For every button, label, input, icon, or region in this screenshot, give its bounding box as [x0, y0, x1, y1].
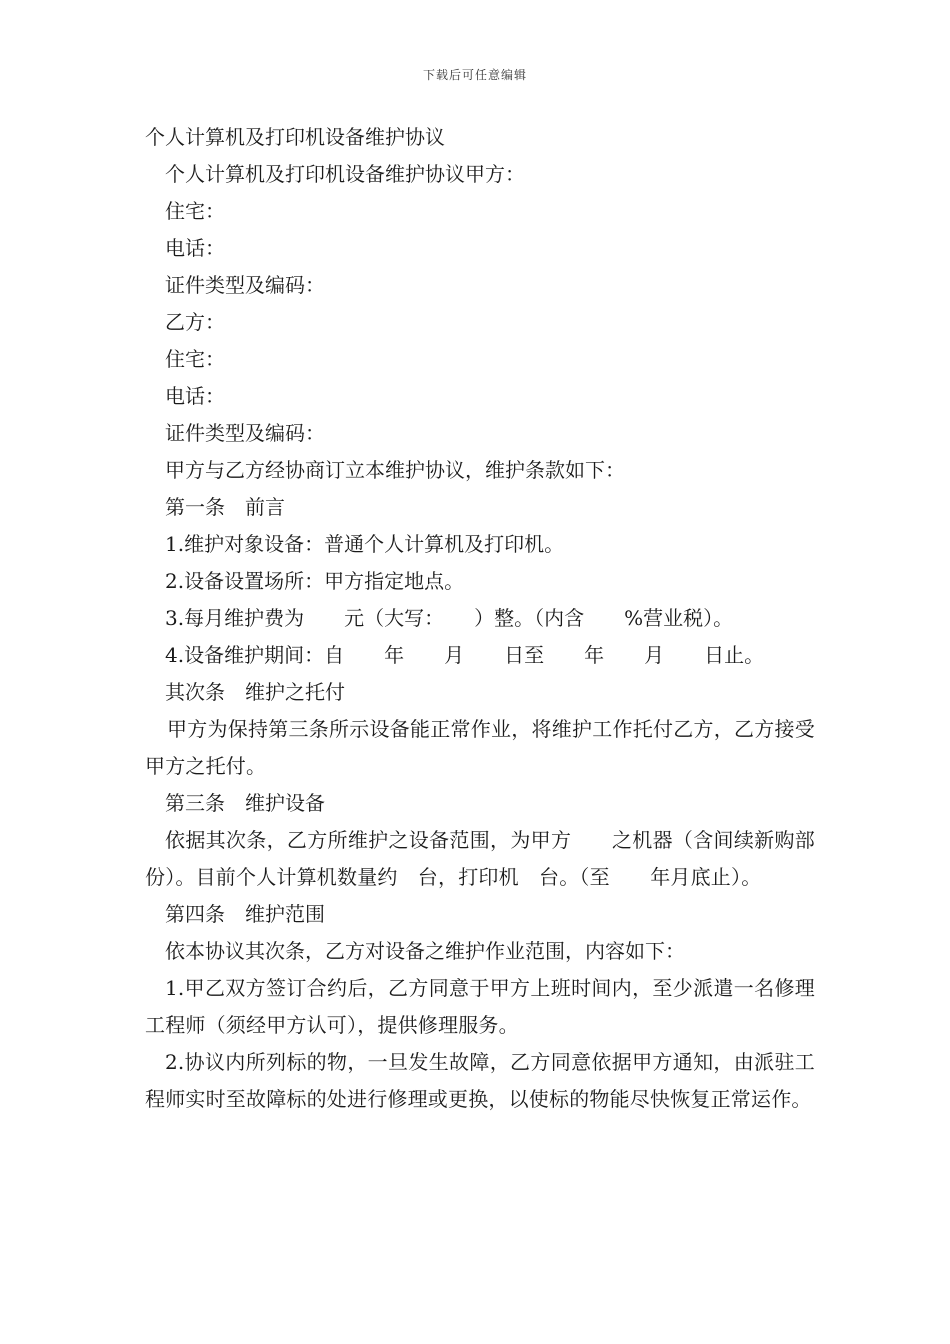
article-1-item-2: 2.设备设置场所：甲方指定地点。 [165, 569, 465, 593]
article-1-item-1: 1.维护对象设备：普通个人计算机及打印机。 [165, 532, 565, 556]
party-b-address: 住宅： [165, 347, 225, 371]
article-2-heading: 其次条 维护之托付 [165, 680, 345, 704]
party-a-id: 证件类型及编码： [165, 273, 325, 297]
article-4-item-2: 2.协议内所列标的物，一旦发生故障，乙方同意依据甲方通知，由派驻工程师实时至故障标的处进行修理或更换，以使标的物能尽快恢复正常运作。 [145, 1050, 815, 1111]
article-1-item-4: 4.设备维护期间：自 年 月 日至 年 月 日止。 [165, 643, 765, 667]
article-1-heading: 第一条 前言 [165, 495, 285, 519]
article-4-heading: 第四条 维护范围 [165, 902, 325, 926]
party-b-phone: 电话： [165, 384, 225, 408]
page-header: 下载后可任意编辑 [422, 68, 527, 82]
article-4-item-1: 1.甲乙双方签订合约后，乙方同意于甲方上班时间内，至少派遣一名修理工程师（须经甲方认可），提供修理服务。 [145, 976, 815, 1037]
document-body [145, 119, 815, 1118]
article-3-heading: 第三条 维护设备 [165, 791, 325, 815]
party-a-address: 住宅： [165, 199, 225, 223]
party-a-heading: 个人计算机及打印机设备维护协议甲方： [165, 162, 525, 186]
document-title: 个人计算机及打印机设备维护协议 [145, 125, 445, 149]
agreement-intro: 甲方与乙方经协商订立本维护协议，维护条款如下： [165, 458, 625, 482]
party-b-heading: 乙方： [165, 310, 225, 334]
article-4-intro: 依本协议其次条，乙方对设备之维护作业范围，内容如下： [165, 939, 685, 963]
article-2-paragraph: 甲方为保持第三条所示设备能正常作业，将维护工作托付乙方，乙方接受甲方之托付。 [145, 717, 815, 778]
article-1-item-3: 3.每月维护费为 元（大写： ）整。（内含 %营业税）。 [165, 606, 734, 630]
party-b-id: 证件类型及编码： [165, 421, 325, 445]
article-3-paragraph: 依据其次条，乙方所维护之设备范围，为甲方 之机器（含间续新购部份）。目前个人计算机数量约 台，打印机 台。（至 年月底止）。 [145, 828, 815, 889]
party-a-phone: 电话： [165, 236, 225, 260]
